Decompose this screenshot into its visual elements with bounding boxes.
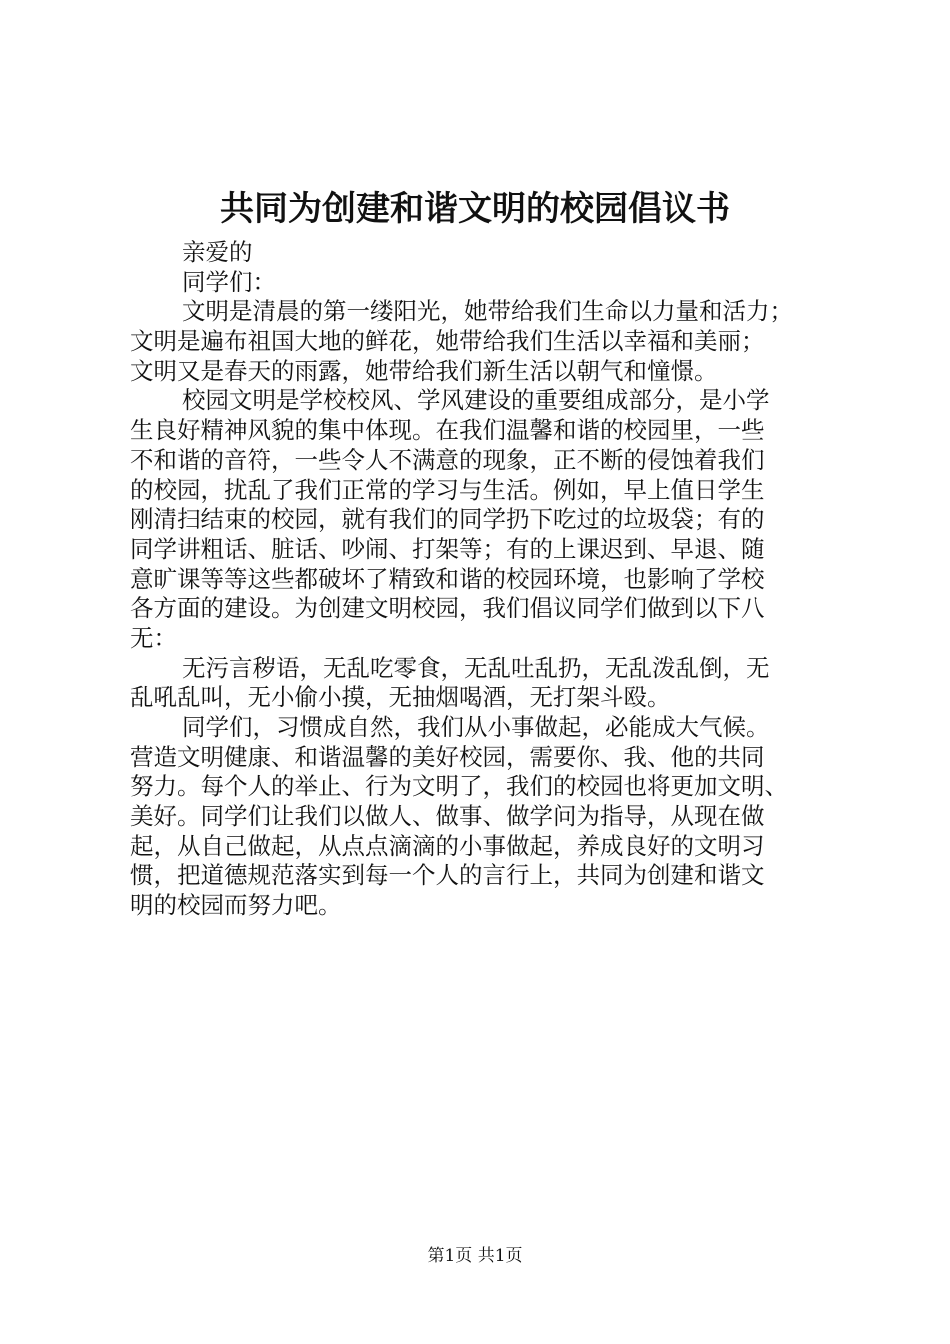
text-line: 美好。同学们让我们以做人、做事、做学问为指导，从现在做 bbox=[130, 802, 765, 831]
text-line: 生良好精神风貌的集中体现。在我们温馨和谐的校园里，一些 bbox=[130, 416, 765, 445]
document-title: 共同为创建和谐文明的校园倡议书 bbox=[220, 189, 730, 229]
text-line: 惯，把道德规范落实到每一个人的言行上，共同为创建和谐文 bbox=[130, 861, 765, 890]
text-line: 亲爱的 bbox=[182, 238, 253, 266]
text-line: 努力。每个人的举止、行为文明了，我们的校园也将更加文明、 bbox=[130, 772, 788, 801]
text-line: 无： bbox=[130, 623, 177, 652]
text-line: 刚清扫结束的校园，就有我们的同学扔下吃过的垃圾袋；有的 bbox=[130, 505, 765, 534]
text-line: 文明是遍布祖国大地的鲜花，她带给我们生活以幸福和美丽； bbox=[130, 327, 765, 356]
document-body bbox=[130, 238, 842, 921]
text-line: 同学们： bbox=[182, 267, 276, 296]
text-line: 各方面的建设。为创建文明校园，我们倡议同学们做到以下八 bbox=[130, 594, 765, 623]
text-line: 的校园，扰乱了我们正常的学习与生活。例如，早上值日学生 bbox=[130, 475, 765, 504]
text-line: 同学讲粗话、脏话、吵闹、打架等；有的上课迟到、早退、随 bbox=[130, 534, 765, 563]
text-line: 文明又是春天的雨露，她带给我们新生活以朝气和憧憬。 bbox=[130, 356, 718, 385]
text-line: 乱吼乱叫，无小偷小摸，无抽烟喝酒，无打架斗殴。 bbox=[130, 683, 671, 712]
page-footer: 第1页 共1页 bbox=[427, 1246, 523, 1266]
text-line: 明的校园而努力吧。 bbox=[130, 891, 342, 920]
text-line: 文明是清晨的第一缕阳光，她带给我们生命以力量和活力； bbox=[182, 297, 793, 326]
text-line: 不和谐的音符，一些令人不满意的现象，正不断的侵蚀着我们 bbox=[130, 445, 765, 474]
text-line: 同学们，习惯成自然，我们从小事做起，必能成大气候。 bbox=[182, 713, 770, 741]
text-line: 无污言秽语，无乱吃零食，无乱吐乱扔，无乱泼乱倒，无 bbox=[182, 653, 770, 682]
text-line: 营造文明健康、和谐温馨的美好校园，需要你、我、他的共同 bbox=[130, 742, 765, 771]
text-line: 意旷课等等这些都破坏了精致和谐的校园环境，也影响了学校 bbox=[130, 564, 765, 593]
text-line: 起，从自己做起，从点点滴滴的小事做起，养成良好的文明习 bbox=[130, 831, 765, 860]
text-line: 校园文明是学校校风、学风建设的重要组成部分，是小学 bbox=[182, 386, 770, 415]
